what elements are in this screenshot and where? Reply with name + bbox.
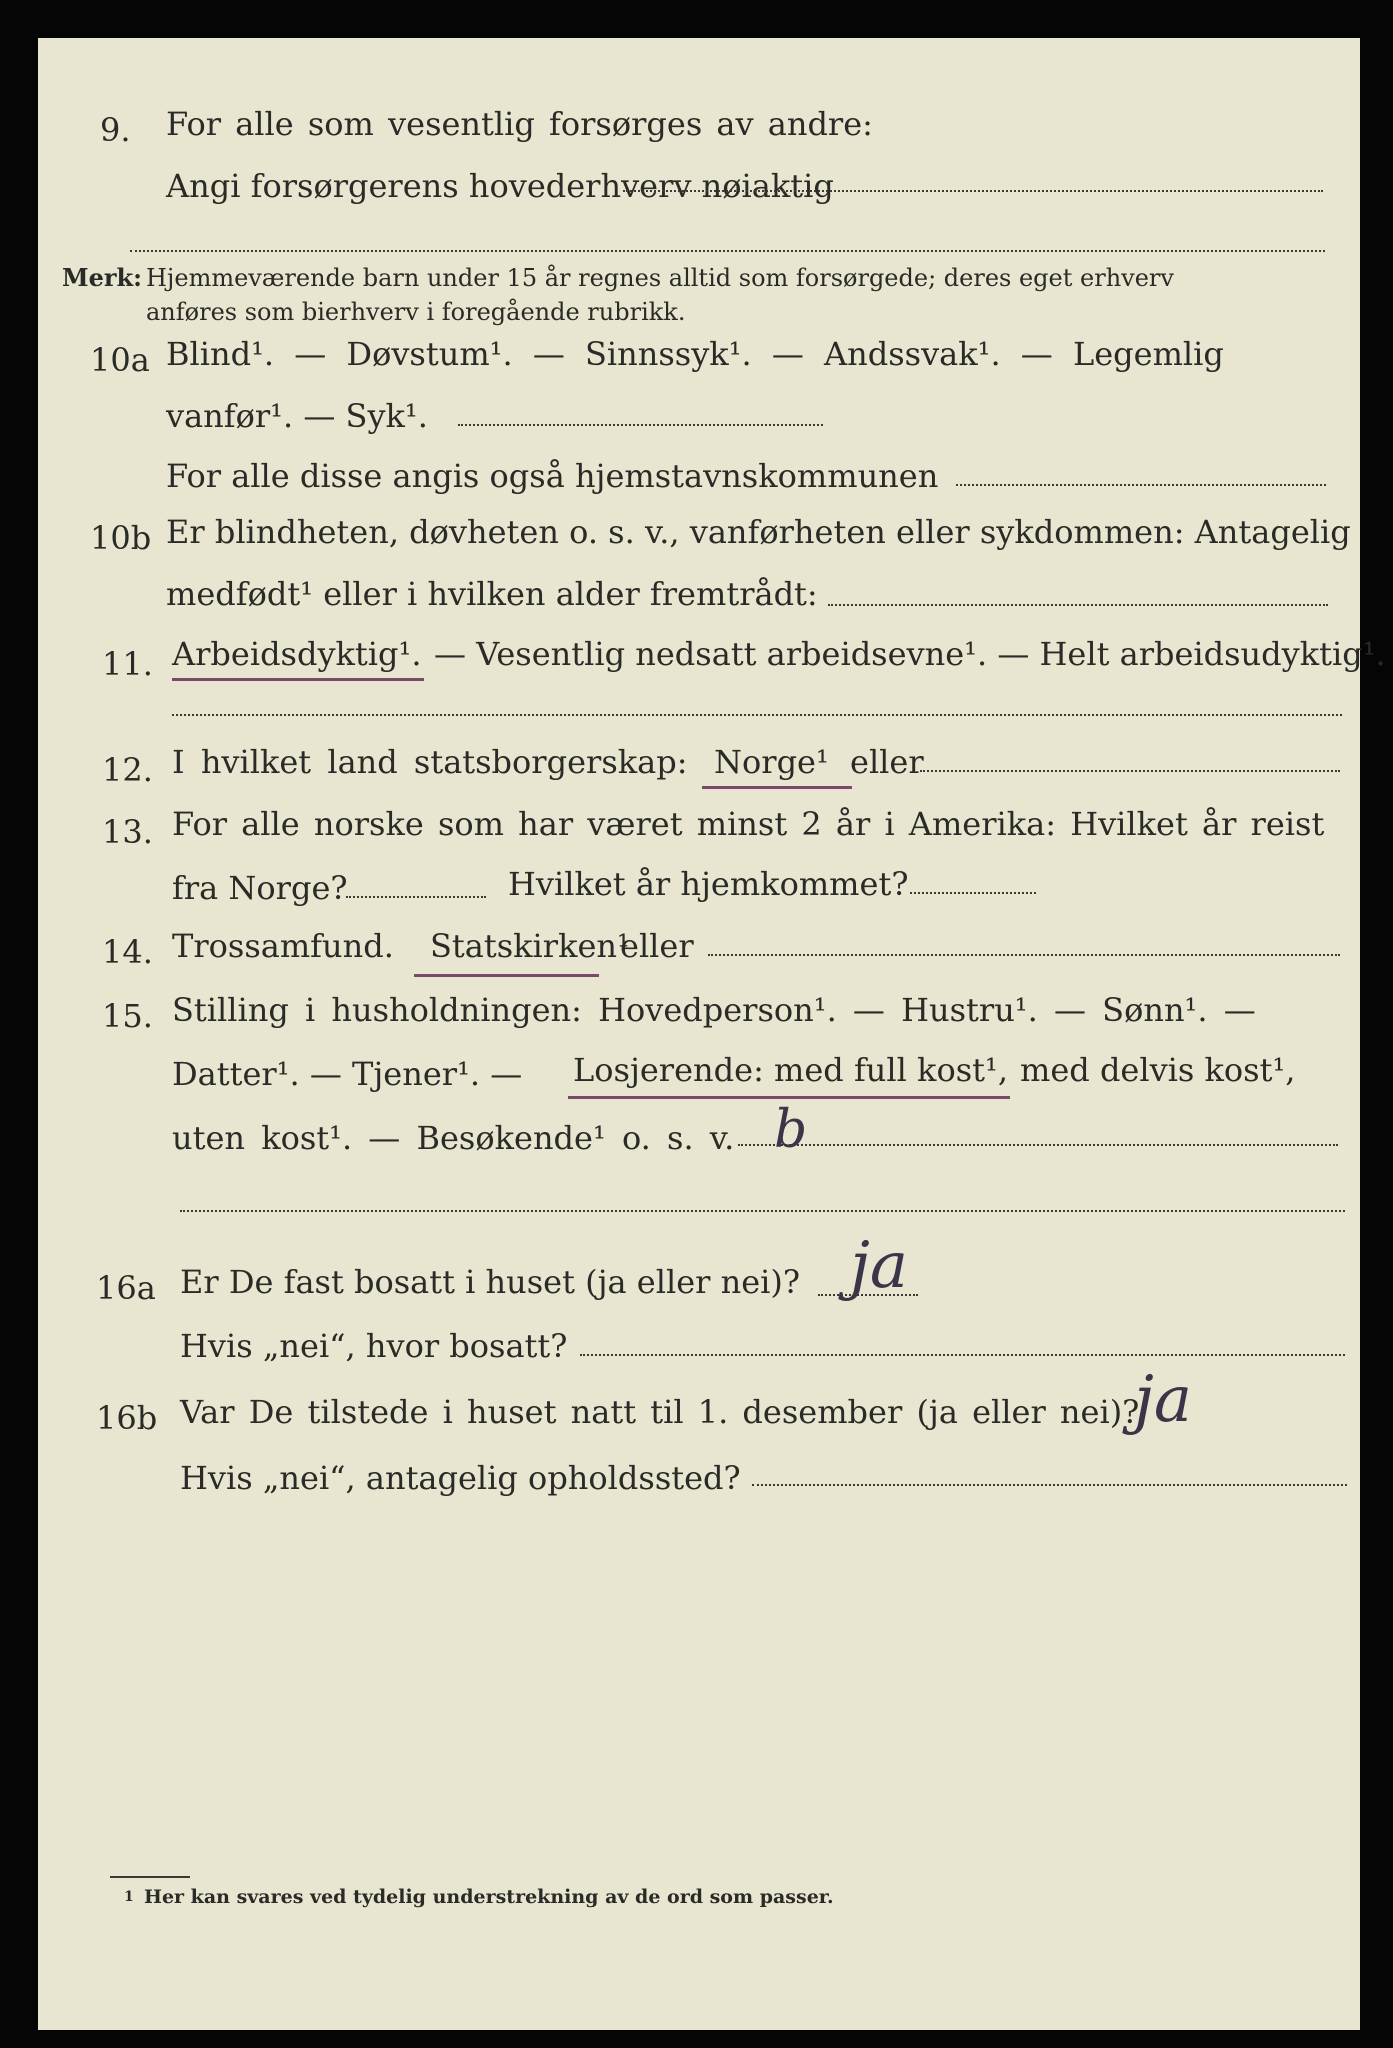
q9-line1: For alle som vesentlig forsørges av andre: [166,105,873,143]
q11-answer-line [172,714,1342,716]
merk-line2: anføres som bierhverv i foregående rubrikk. [146,298,686,326]
merk-line1: Hjemmeværende barn under 15 år regnes alltid som forsørgede; deres eget erhverv [146,264,1174,292]
q16b-line2: Hvis „nei“, antagelig opholdssted? [180,1459,741,1497]
q13-line2a: fra Norge? [172,869,348,907]
q16a-line2: Hvis „nei“, hvor bosatt? [180,1327,568,1365]
q14-pre: Trossamfund. [172,927,394,965]
q13-line1: For alle norske som har været minst 2 år i Amerika: Hvilket år reist [172,805,1325,843]
q11-underline [172,678,424,681]
q11-number: 11. [102,645,153,683]
q10b-line1: Er blindheten, døvheten o. s. v., vanførheten eller sykdommen: Antagelig [166,513,1351,551]
q15-number: 15. [102,997,153,1035]
q12-answer-line [920,770,1340,772]
q16b-handwritten-answer: ja [1134,1363,1192,1437]
q9-line2: Angi forsørgerens hovederhverv nøiaktig [166,167,834,205]
q13-number: 13. [102,813,153,851]
q10b-answer-line [828,604,1328,606]
q9-number: 9. [100,111,131,149]
q15-answer-line [738,1144,1338,1146]
footnote-text: Her kan svares ved tydelig understrekning av de ord som passer. [144,1886,834,1908]
q16a-handwritten-answer: ja [850,1229,908,1303]
q13-line2b: Hvilket år hjemkommet? [508,865,909,903]
q12-post: eller [850,743,924,781]
q12-underline [702,786,852,789]
q10a-syk-line [458,424,823,426]
q16a-line1: Er De fast bosatt i huset (ja eller nei)? [180,1263,801,1301]
q15-handwritten-answer: b [774,1100,808,1160]
q14-answer-line [708,954,1340,956]
q12-number: 12. [102,751,153,789]
footnote-rule [110,1876,190,1878]
q10b-line2: medfødt¹ eller i hvilken alder fremtrådt: [166,575,818,613]
q10a-number: 10a [90,341,150,379]
footnote-mark: 1 [124,1889,134,1905]
q14-option-statskirken: Statskirken¹ [430,927,630,965]
q12-option-norge: Norge¹ [714,743,829,781]
census-form-page [38,38,1386,2030]
q16b-number: 16b [96,1399,158,1437]
q11-option-arbeidsdyktig: Arbeidsdyktig¹. [172,635,422,673]
q10b-number: 10b [90,519,152,557]
q15-underline [568,1096,1010,1099]
q13-reist-line [346,896,486,898]
q13-hjemkommet-line [910,892,1036,894]
q11-rest: — Vesentlig nedsatt arbeidsevne¹. — Helt arbeidsudyktig¹. [434,635,1386,673]
q14-post: eller [620,927,694,965]
q10a-line3: For alle disse angis også hjemstavnskommunen [166,457,939,495]
q15-line3: uten kost¹. — Besøkende¹ o. s. v. [172,1119,735,1157]
q15-option-losjerende-full-kost: Losjerende: med full kost¹, [573,1051,1008,1089]
q10a-kommune-line [956,484,1326,486]
q9-answer-line-2 [130,250,1325,252]
q15-line1: Stilling i husholdningen: Hovedperson¹. — Hustru¹. — Sønn¹. — [172,991,1256,1029]
q10a-line1: Blind¹. — Døvstum¹. — Sinnssyk¹. — Andssvak¹. — Legemlig [166,335,1224,373]
q9-answer-line [623,190,1323,192]
q16a-bosatt-line [580,1354,1345,1356]
q15-line2c: med delvis kost¹, [1020,1051,1296,1089]
q10a-line2: vanfør¹. — Syk¹. [166,397,428,435]
q16b-opholdssted-line [752,1484,1347,1486]
q16a-number: 16a [96,1269,156,1307]
q15-answer-line-2 [180,1210,1345,1212]
q14-underline [414,974,599,977]
q16b-line1: Var De tilstede i huset natt til 1. desember (ja eller nei)? [180,1393,1140,1431]
merk-label: Merk: [62,263,142,292]
q12-pre: I hvilket land statsborgerskap: [172,743,688,781]
q14-number: 14. [102,933,153,971]
q15-line2a: Datter¹. — Tjener¹. — [172,1055,523,1093]
